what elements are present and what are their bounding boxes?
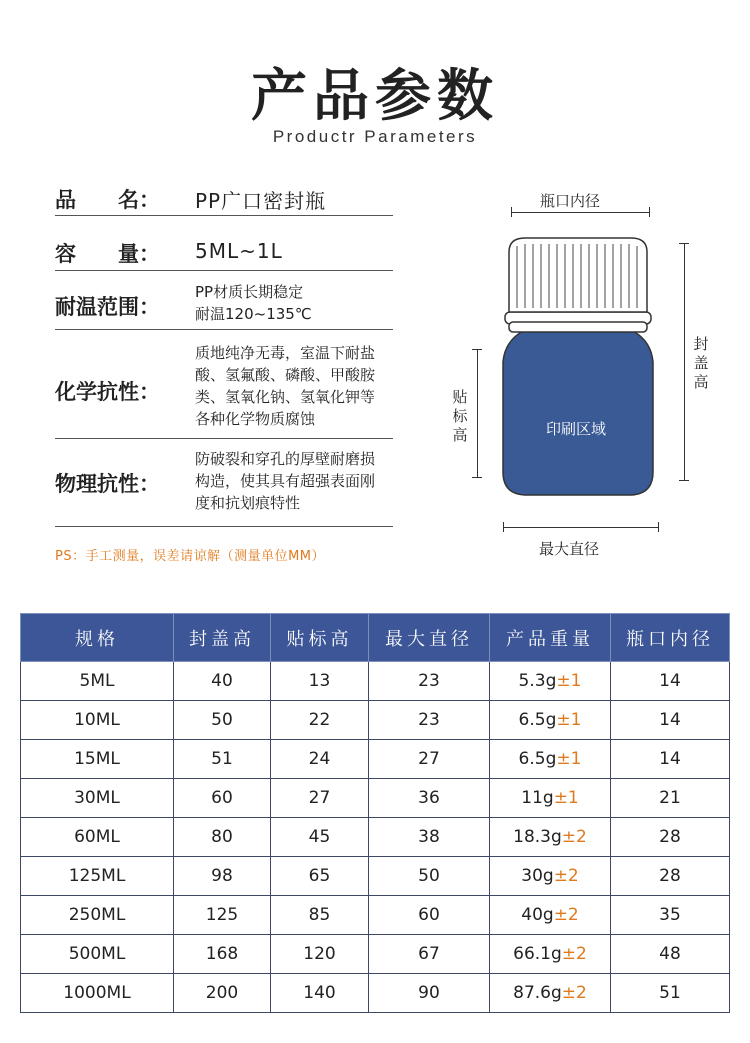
cell-label-height: 13	[271, 662, 369, 701]
max-diameter-label: 最大直径	[539, 540, 600, 558]
table-row	[21, 857, 730, 896]
cell-cap-height: 40	[174, 662, 271, 701]
cell-mouth-diameter: 21	[611, 779, 730, 818]
label-height-label: 贴标高	[452, 388, 468, 444]
spec-value: 5ML~1L	[195, 239, 283, 263]
table-row	[21, 818, 730, 857]
weight-tolerance: ±1	[556, 710, 582, 730]
weight-tolerance: ±1	[553, 788, 579, 808]
cell-mouth-diameter: 28	[611, 818, 730, 857]
cell-cap-height: 51	[174, 740, 271, 779]
cell-label-height: 45	[271, 818, 369, 857]
spec-label: 耐温范围：	[55, 295, 160, 319]
cap-height-bracket	[684, 243, 685, 481]
cell-mouth-diameter: 14	[611, 662, 730, 701]
spec-line: PP材质长期稳定	[195, 283, 304, 301]
weight-tolerance: ±2	[561, 944, 587, 964]
weight-value: 6.5g	[518, 749, 557, 769]
weight-tolerance: ±2	[553, 866, 579, 886]
spec-line: 构造，使其具有超强表面刚	[195, 472, 376, 490]
cell-weight	[490, 935, 611, 974]
cell-max-diameter: 38	[369, 818, 490, 857]
weight-tolerance: ±2	[561, 983, 587, 1003]
cell-spec: 500ML	[21, 935, 174, 974]
spec-row-temperature	[55, 277, 393, 330]
weight-value: 5.3g	[518, 671, 557, 691]
weight-tolerance: ±2	[553, 905, 579, 925]
weight-value: 40g	[521, 905, 554, 925]
cell-spec: 60ML	[21, 818, 174, 857]
spec-line: 质地纯净无毒，室温下耐盐	[195, 344, 376, 362]
cell-max-diameter: 27	[369, 740, 490, 779]
cell-cap-height: 200	[174, 974, 271, 1013]
label-height-bracket	[477, 349, 478, 478]
cell-spec: 10ML	[21, 701, 174, 740]
column-header: 贴标高	[271, 614, 369, 662]
cell-mouth-diameter: 14	[611, 740, 730, 779]
spec-label: 容 量：	[55, 242, 160, 266]
cell-max-diameter: 67	[369, 935, 490, 974]
spec-lines	[195, 342, 375, 430]
cell-weight	[490, 662, 611, 701]
table-row	[21, 935, 730, 974]
weight-tolerance: ±2	[561, 827, 587, 847]
column-header: 瓶口内径	[611, 614, 730, 662]
page-subtitle: Productr Parameters	[272, 127, 478, 146]
weight-value: 11g	[521, 788, 554, 808]
table-row	[21, 701, 730, 740]
weight-value: 87.6g	[513, 983, 562, 1003]
column-header: 最大直径	[369, 614, 490, 662]
cell-cap-height: 60	[174, 779, 271, 818]
cell-spec: 30ML	[21, 779, 174, 818]
cell-label-height: 140	[271, 974, 369, 1013]
cell-weight	[490, 779, 611, 818]
table-row	[21, 779, 730, 818]
spec-row-physical	[55, 446, 393, 527]
cell-spec: 250ML	[21, 896, 174, 935]
cell-weight	[490, 818, 611, 857]
spec-lines	[195, 448, 375, 514]
spec-lines	[195, 281, 312, 325]
cell-spec: 5ML	[21, 662, 174, 701]
mouth-diameter-label: 瓶口内径	[540, 192, 601, 210]
cell-label-height: 65	[271, 857, 369, 896]
cell-max-diameter: 23	[369, 701, 490, 740]
cell-label-height: 85	[271, 896, 369, 935]
cell-label-height: 24	[271, 740, 369, 779]
spec-row-chemical	[55, 338, 393, 439]
cell-max-diameter: 50	[369, 857, 490, 896]
bottle-cap	[509, 238, 647, 312]
cap-height-label: 封盖高	[693, 335, 709, 391]
cell-cap-height: 50	[174, 701, 271, 740]
weight-value: 66.1g	[513, 944, 562, 964]
print-area-label: 印刷区域	[546, 420, 607, 438]
weight-value: 30g	[521, 866, 554, 886]
spec-line: 度和抗划痕特性	[195, 494, 301, 512]
page-title: 产品参数	[251, 64, 499, 129]
spec-label: 化学抗性：	[55, 380, 160, 404]
cell-cap-height: 98	[174, 857, 271, 896]
cell-mouth-diameter: 51	[611, 974, 730, 1013]
spec-table	[20, 613, 730, 1013]
cell-mouth-diameter: 28	[611, 857, 730, 896]
cell-mouth-diameter: 35	[611, 896, 730, 935]
spec-line: 各种化学物质腐蚀	[195, 410, 316, 428]
cell-spec: 1000ML	[21, 974, 174, 1013]
cell-max-diameter: 90	[369, 974, 490, 1013]
cell-label-height: 22	[271, 701, 369, 740]
column-header: 规格	[21, 614, 174, 662]
cell-weight	[490, 701, 611, 740]
max-diameter-bracket	[503, 527, 659, 528]
cell-mouth-diameter: 48	[611, 935, 730, 974]
cell-weight	[490, 974, 611, 1013]
spec-line: 防破裂和穿孔的厚壁耐磨损	[195, 450, 376, 468]
weight-value: 18.3g	[513, 827, 562, 847]
weight-tolerance: ±1	[556, 671, 582, 691]
spec-line: 酸、氢氟酸、磷酸、甲酸胺	[195, 366, 376, 384]
bottle-body	[503, 330, 653, 495]
spec-value: PP广口密封瓶	[195, 189, 327, 213]
spec-line: 耐温120~135℃	[195, 305, 312, 323]
cell-weight	[490, 740, 611, 779]
table-row	[21, 974, 730, 1013]
mouth-diameter-bracket	[511, 212, 650, 213]
cell-cap-height: 80	[174, 818, 271, 857]
table-header-row	[21, 614, 730, 662]
measurement-note: PS：手工测量，误差请谅解（测量单位MM）	[55, 549, 326, 564]
weight-tolerance: ±1	[556, 749, 582, 769]
cell-max-diameter: 60	[369, 896, 490, 935]
table-row	[21, 740, 730, 779]
cell-mouth-diameter: 14	[611, 701, 730, 740]
cell-cap-height: 125	[174, 896, 271, 935]
bottle-illustration	[495, 232, 665, 502]
cell-weight	[490, 857, 611, 896]
spec-line: 类、氢氧化钠、氢氧化钾等	[195, 388, 376, 406]
spec-row-capacity	[55, 230, 393, 271]
table-row	[21, 662, 730, 701]
bottle-neck-ring	[509, 322, 647, 332]
spec-label: 物理抗性：	[55, 472, 160, 496]
cell-spec: 15ML	[21, 740, 174, 779]
spec-label: 品 名：	[55, 188, 160, 212]
weight-value: 6.5g	[518, 710, 557, 730]
table-row	[21, 896, 730, 935]
cell-label-height: 120	[271, 935, 369, 974]
cell-label-height: 27	[271, 779, 369, 818]
cell-max-diameter: 23	[369, 662, 490, 701]
cell-weight	[490, 896, 611, 935]
spec-row-name	[55, 180, 393, 216]
column-header: 封盖高	[174, 614, 271, 662]
cell-cap-height: 168	[174, 935, 271, 974]
cell-max-diameter: 36	[369, 779, 490, 818]
cell-spec: 125ML	[21, 857, 174, 896]
column-header: 产品重量	[490, 614, 611, 662]
